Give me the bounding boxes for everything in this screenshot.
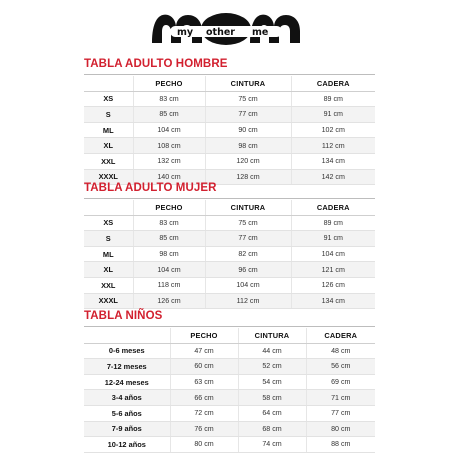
measurement-cell: 112 cm <box>291 138 375 154</box>
column-header: PECHO <box>133 76 205 91</box>
table-row <box>84 246 375 262</box>
divider <box>84 74 375 75</box>
size-label: ML <box>84 246 133 262</box>
size-label: XXXL <box>84 293 133 309</box>
size-label: 0-6 meses <box>84 343 170 359</box>
measurement-cell: 89 cm <box>291 215 375 231</box>
table-row <box>84 421 375 437</box>
measurement-cell: 91 cm <box>291 231 375 247</box>
measurement-cell: 126 cm <box>133 293 205 309</box>
size-label: XS <box>84 215 133 231</box>
measurement-cell: 47 cm <box>170 343 238 359</box>
measurement-cell: 128 cm <box>205 169 291 185</box>
logo-word-my: my <box>177 27 194 38</box>
divider <box>84 326 375 327</box>
size-label: XXXL <box>84 169 133 185</box>
table-row <box>84 107 375 123</box>
table-row <box>84 405 375 421</box>
measurement-cell: 140 cm <box>133 169 205 185</box>
column-header: PECHO <box>133 200 205 215</box>
size-label: S <box>84 107 133 123</box>
measurement-cell: 56 cm <box>306 359 375 375</box>
header-corner <box>84 200 133 215</box>
table-row <box>84 437 375 453</box>
measurement-cell: 98 cm <box>133 246 205 262</box>
logo-word-other: other <box>206 27 235 38</box>
measurement-cell: 142 cm <box>291 169 375 185</box>
measurement-cell: 89 cm <box>291 91 375 107</box>
size-label: 7-9 años <box>84 421 170 437</box>
brand-logo <box>150 9 302 49</box>
table-row <box>84 122 375 138</box>
table-row <box>84 293 375 309</box>
measurement-cell: 77 cm <box>306 405 375 421</box>
measurement-cell: 66 cm <box>170 390 238 406</box>
measurement-cell: 83 cm <box>133 91 205 107</box>
measurement-cell: 85 cm <box>133 107 205 123</box>
measurement-cell: 134 cm <box>291 293 375 309</box>
measurement-cell: 69 cm <box>306 374 375 390</box>
measurement-cell: 83 cm <box>133 215 205 231</box>
column-header: PECHO <box>170 328 238 343</box>
column-header: CADERA <box>291 76 375 91</box>
table-row <box>84 359 375 375</box>
column-header: CADERA <box>291 200 375 215</box>
table-row <box>84 91 375 107</box>
measurement-cell: 75 cm <box>205 215 291 231</box>
measurement-cell: 85 cm <box>133 231 205 247</box>
column-header: CADERA <box>306 328 375 343</box>
table-header-row <box>84 200 375 215</box>
size-label: 5-6 años <box>84 405 170 421</box>
measurement-cell: 102 cm <box>291 122 375 138</box>
size-table-ninos <box>84 328 375 453</box>
table-row <box>84 390 375 406</box>
section-title-ninos: TABLA NIÑOS <box>84 310 163 322</box>
measurement-cell: 71 cm <box>306 390 375 406</box>
size-label: XXL <box>84 153 133 169</box>
section-title-mujer: TABLA ADULTO MUJER <box>84 182 217 194</box>
measurement-cell: 54 cm <box>238 374 306 390</box>
table-header-row <box>84 328 375 343</box>
measurement-cell: 88 cm <box>306 437 375 453</box>
measurement-cell: 108 cm <box>133 138 205 154</box>
measurement-cell: 52 cm <box>238 359 306 375</box>
size-label: XXL <box>84 277 133 293</box>
size-label: 7-12 meses <box>84 359 170 375</box>
size-label: 10-12 años <box>84 437 170 453</box>
measurement-cell: 121 cm <box>291 262 375 278</box>
size-table-mujer <box>84 200 375 309</box>
size-label: 3-4 años <box>84 390 170 406</box>
measurement-cell: 58 cm <box>238 390 306 406</box>
column-header: CINTURA <box>238 328 306 343</box>
measurement-cell: 74 cm <box>238 437 306 453</box>
header-corner <box>84 328 170 343</box>
measurement-cell: 134 cm <box>291 153 375 169</box>
column-header: CINTURA <box>205 76 291 91</box>
size-label: XL <box>84 138 133 154</box>
measurement-cell: 77 cm <box>205 107 291 123</box>
measurement-cell: 80 cm <box>170 437 238 453</box>
measurement-cell: 77 cm <box>205 231 291 247</box>
measurement-cell: 126 cm <box>291 277 375 293</box>
size-table-hombre <box>84 76 375 185</box>
divider <box>84 198 375 199</box>
mom-logo-icon <box>150 9 302 49</box>
table-header-row <box>84 76 375 91</box>
measurement-cell: 132 cm <box>133 153 205 169</box>
measurement-cell: 64 cm <box>238 405 306 421</box>
measurement-cell: 104 cm <box>291 246 375 262</box>
measurement-cell: 68 cm <box>238 421 306 437</box>
measurement-cell: 48 cm <box>306 343 375 359</box>
measurement-cell: 75 cm <box>205 91 291 107</box>
size-label: XS <box>84 91 133 107</box>
measurement-cell: 112 cm <box>205 293 291 309</box>
measurement-cell: 76 cm <box>170 421 238 437</box>
table-row <box>84 343 375 359</box>
measurement-cell: 82 cm <box>205 246 291 262</box>
size-label: ML <box>84 122 133 138</box>
table-row <box>84 231 375 247</box>
column-header: CINTURA <box>205 200 291 215</box>
measurement-cell: 80 cm <box>306 421 375 437</box>
table-row <box>84 374 375 390</box>
header-corner <box>84 76 133 91</box>
size-label: 12-24 meses <box>84 374 170 390</box>
table-row <box>84 153 375 169</box>
measurement-cell: 91 cm <box>291 107 375 123</box>
table-row <box>84 262 375 278</box>
measurement-cell: 44 cm <box>238 343 306 359</box>
table-row <box>84 215 375 231</box>
section-title-hombre: TABLA ADULTO HOMBRE <box>84 58 228 70</box>
table-row <box>84 277 375 293</box>
size-label: XL <box>84 262 133 278</box>
measurement-cell: 104 cm <box>205 277 291 293</box>
size-label: S <box>84 231 133 247</box>
measurement-cell: 63 cm <box>170 374 238 390</box>
measurement-cell: 98 cm <box>205 138 291 154</box>
logo-word-me: me <box>252 27 269 38</box>
measurement-cell: 104 cm <box>133 262 205 278</box>
table-row <box>84 138 375 154</box>
measurement-cell: 120 cm <box>205 153 291 169</box>
measurement-cell: 118 cm <box>133 277 205 293</box>
measurement-cell: 96 cm <box>205 262 291 278</box>
measurement-cell: 90 cm <box>205 122 291 138</box>
measurement-cell: 72 cm <box>170 405 238 421</box>
measurement-cell: 104 cm <box>133 122 205 138</box>
measurement-cell: 60 cm <box>170 359 238 375</box>
